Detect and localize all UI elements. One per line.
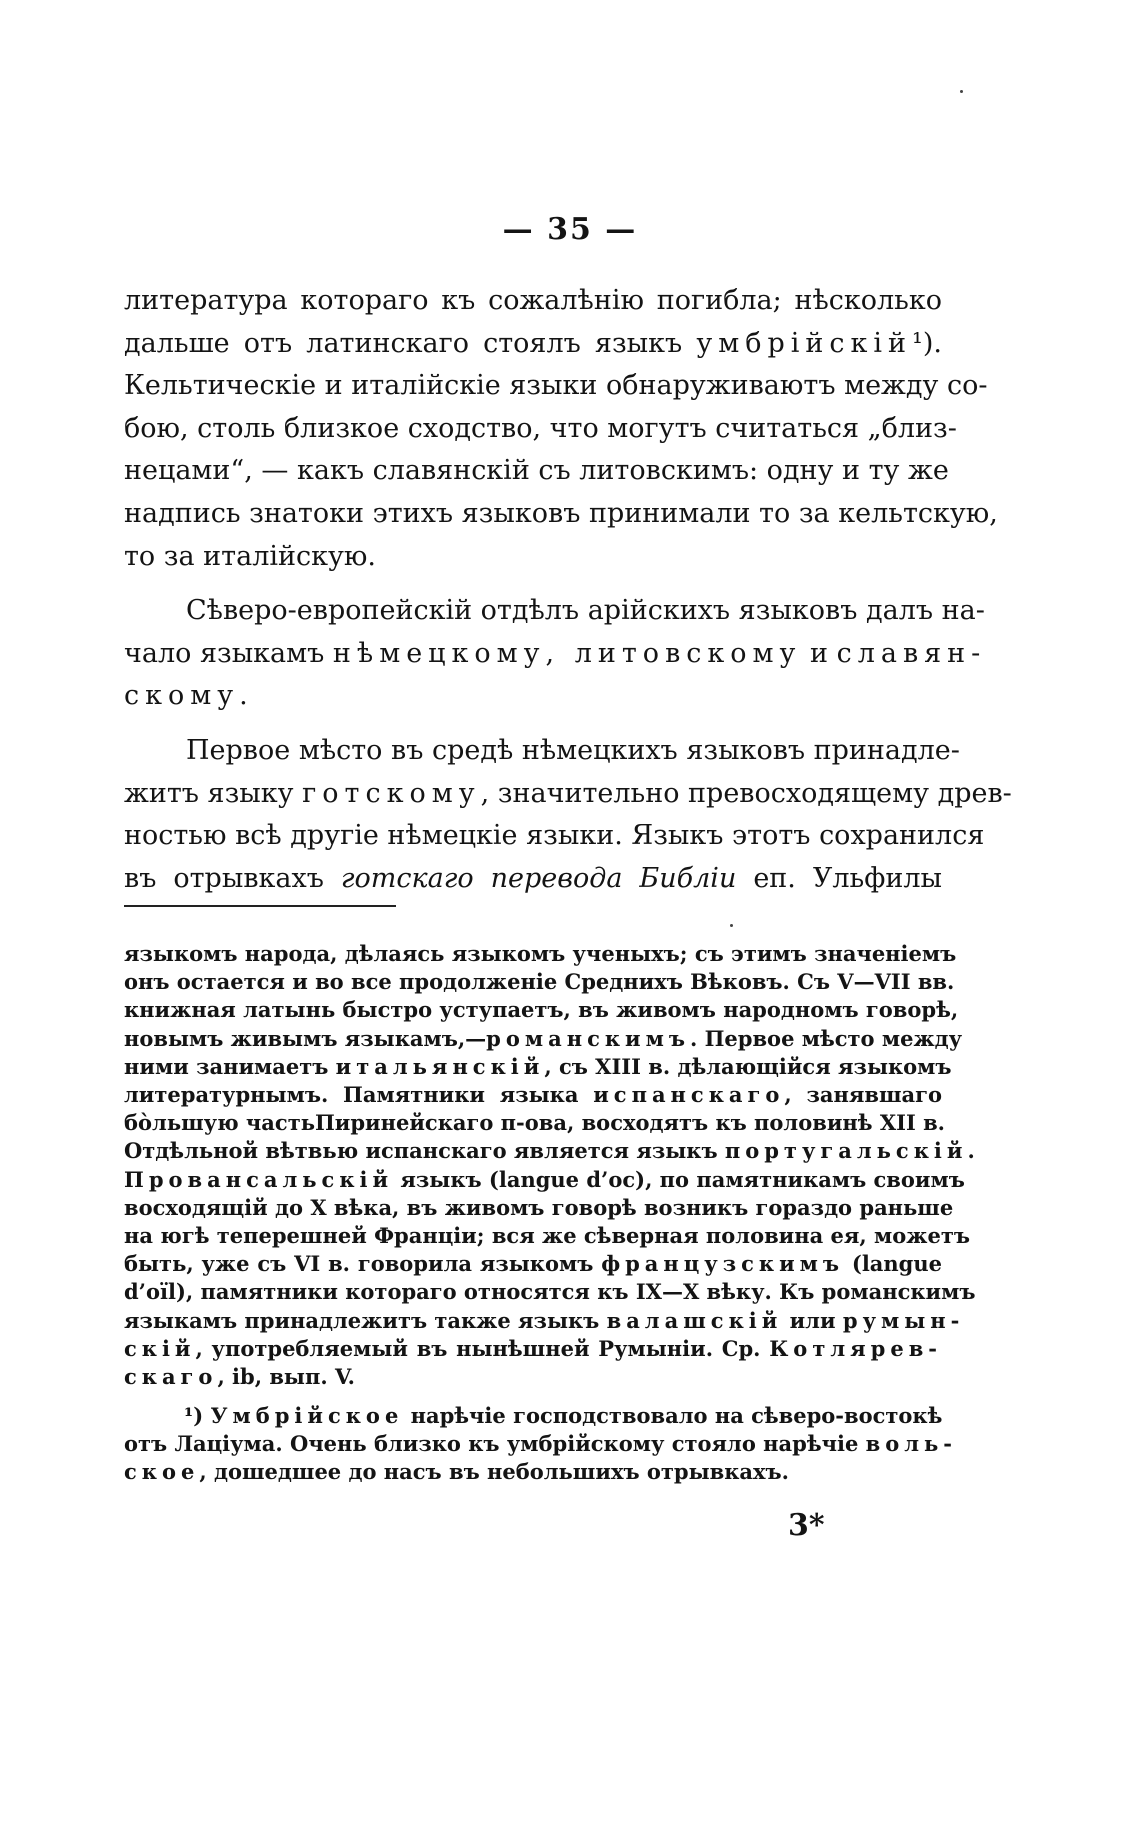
text-line: то за италійскую. (124, 540, 376, 572)
spaced-term: скаго (124, 1364, 218, 1390)
spaced-term: Умбрійское (210, 1403, 404, 1428)
text-run: литературнымъ. Памятники языка (124, 1082, 594, 1108)
text-line: нецами“, — какъ славянскій съ литовскимъ: одну и ту же (124, 455, 949, 487)
text-run: или (782, 1307, 843, 1333)
text-run: , занявшаго (784, 1082, 942, 1108)
footnote-line: онъ остается и во все продолженіе Среднихъ Вѣковъ. Съ V—VII вв. (124, 969, 955, 995)
text-line: литература котораго къ сожалѣнію погибла; нѣсколько (124, 285, 942, 316)
text-run: новымъ живымъ языкамъ,— (124, 1025, 487, 1051)
footnote-1 (124, 1402, 957, 1487)
text-run: языкамъ принадлежитъ также языкъ (124, 1307, 607, 1333)
text-run: нарѣчіе господствовало на сѣверо-востокѣ (403, 1403, 943, 1428)
text-run: еп. Ульфилы (736, 862, 942, 894)
footnote-line: бо̀льшую частьПиринейскаго п-ова, восходятъ къ половинѣ XII в. (124, 1110, 945, 1136)
spaced-term: испанскаго (593, 1082, 785, 1108)
text-run: , дошедшее до насъ въ небольшихъ отрывкахъ. (199, 1459, 789, 1485)
footnote-line (124, 1137, 975, 1165)
text-run: отъ Лаціума. Очень близко къ умбрійскому стояло нарѣчіе (124, 1431, 866, 1457)
main-text (124, 280, 1012, 900)
footnote-marker: ¹) (184, 1403, 211, 1428)
paragraph-3 (124, 730, 1012, 900)
text-run: ними занимаетъ (124, 1053, 336, 1079)
footnote-continuation (124, 940, 976, 1391)
text-run: языкъ (langue d’oc), по памятникамъ своимъ (393, 1166, 965, 1192)
paragraph-1 (124, 280, 998, 578)
text-run: чало языкамъ (124, 637, 333, 669)
text-run: , съ XIII в. дѣлающійся языкомъ (544, 1053, 952, 1079)
text-run: въ отрывкахъ (124, 862, 341, 894)
text-line: надпись знатоки этихъ языковъ принимали то за кельтскую, (124, 497, 998, 529)
footnote-line (124, 1458, 942, 1486)
footnote-line: книжная латынь быстро уступаетъ, въ живомъ народномъ говорѣ, (124, 997, 959, 1023)
footnote-line (124, 1363, 942, 1391)
text-run: быть, уже съ VI в. говорила языкомъ (124, 1251, 602, 1277)
italic-term: готскаго перевода Библіи (340, 862, 737, 894)
text-line: скому. (124, 680, 254, 712)
print-speck (730, 924, 733, 927)
spaced-term: итальянскій (335, 1053, 545, 1079)
text-run: . (967, 1138, 975, 1164)
spaced-term: скій (124, 1335, 196, 1361)
spaced-term: нѣмецкому, литовскому (332, 637, 802, 669)
text-run: (langue (844, 1251, 942, 1277)
text-run: Отдѣльной вѣтвью испанскаго является языкъ (124, 1138, 725, 1164)
footnote-line (124, 1025, 963, 1053)
paragraph-2 (124, 590, 987, 718)
text-line: Сѣверо-европейскій отдѣлъ арійскихъ языковъ далъ на- (186, 595, 985, 627)
spaced-term: румын- (842, 1307, 965, 1333)
text-run: житъ языку (124, 777, 303, 809)
text-line: ностью всѣ другіе нѣмецкіе языки. Языкъ этотъ сохранился (124, 820, 985, 852)
spaced-term: Провансальскій (124, 1166, 394, 1192)
text-line: бою, столь близкое сходство, что могутъ считаться „близ- (124, 412, 957, 444)
text-run: , употребляемый въ нынѣшней Румыніи. Ср. (195, 1335, 770, 1361)
spaced-term: умбрійскій (696, 327, 913, 359)
footnote-line (124, 1053, 952, 1081)
text-line (124, 858, 942, 901)
spaced-term: португальскій (724, 1138, 968, 1164)
text-line (124, 323, 942, 366)
footnote-line (124, 1081, 942, 1109)
footnote-separator (124, 905, 396, 907)
text-run: , ib, вып. V. (217, 1364, 355, 1390)
footnote-line (124, 1307, 965, 1335)
print-speck (960, 90, 963, 93)
page-number: — 35 — (502, 212, 638, 247)
text-line: Первое мѣсто въ средѣ нѣмецкихъ языковъ принадле- (186, 734, 960, 766)
footnote-line: языкомъ народа, дѣлаясь языкомъ ученыхъ; съ этимъ значеніемъ (124, 941, 957, 966)
spaced-term: французскимъ (601, 1251, 845, 1277)
footnote-ref: ¹). (912, 327, 942, 359)
text-run: . Первое мѣсто между (689, 1025, 963, 1051)
footnote-line (124, 1430, 957, 1458)
text-line: Кельтическіе и италійскіе языки обнаруживаютъ между со- (124, 370, 988, 402)
spaced-term: Котлярев- (769, 1335, 942, 1361)
text-line (124, 773, 1012, 816)
footnote-line: на югѣ теперешней Франціи; вся же сѣверная половина ея, можетъ (124, 1223, 970, 1249)
footnote-line (124, 1335, 942, 1363)
spaced-term: романскимъ (486, 1025, 690, 1051)
spaced-term: ское (124, 1459, 200, 1485)
text-run: дальше отъ латинскаго стоялъ языкъ (124, 327, 697, 359)
text-line (124, 633, 987, 676)
text-run: и (801, 637, 837, 669)
text-run: , значительно превосходящему древ- (480, 777, 1012, 809)
footnote-line (124, 1250, 942, 1278)
spaced-term: славян- (836, 637, 987, 669)
footnote-line: d’oïl), памятники котораго относятся къ IX—X вѣку. Къ романскимъ (124, 1279, 976, 1305)
spaced-term: воль- (865, 1431, 957, 1457)
spaced-term: валашскій (606, 1307, 783, 1333)
signature-mark: 3* (788, 1508, 825, 1543)
footnote-line (124, 1166, 965, 1194)
footnote-line: восходящій до X вѣка, въ живомъ говорѣ возникъ гораздо раньше (124, 1194, 954, 1220)
spaced-term: готскому (302, 777, 481, 809)
footnote-line (124, 1402, 942, 1430)
